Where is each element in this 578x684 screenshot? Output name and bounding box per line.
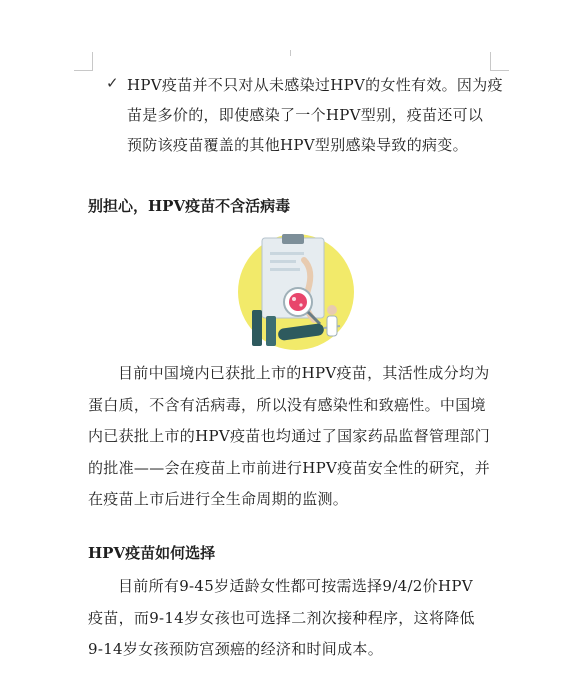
paragraph-line: 疫苗，而9-14岁女孩也可选择二剂次接种程序，这将降低 xyxy=(88,608,475,627)
paragraph-line: 的批准——会在疫苗上市前进行HPV疫苗安全性的研究，并 xyxy=(88,458,491,477)
paragraph xyxy=(88,358,498,516)
paragraph-line: 9-14岁女孩预防宫颈癌的经济和时间成本。 xyxy=(88,640,384,658)
paragraph-line: 目前所有9-45岁适龄女性都可按需选择9/4/2价HPV xyxy=(118,577,473,595)
bullet-line: 苗是多价的，即使感染了一个HPV型别，疫苗还可以 xyxy=(127,106,484,124)
paragraph-line: 蛋白质，不含有活病毒，所以没有感染性和致癌性。中国境 xyxy=(88,395,486,414)
paragraph-line: 目前中国境内已获批上市的HPV疫苗，其活性成分均为 xyxy=(118,364,490,382)
section-heading: 别担心，HPV疫苗不含活病毒 xyxy=(88,197,291,215)
bullet-paragraph xyxy=(127,70,503,160)
vaccine-illustration xyxy=(232,230,360,358)
section-heading: HPV疫苗如何选择 xyxy=(88,544,216,562)
paragraph-line: 内已获批上市的HPV疫苗也均通过了国家药品监督管理部门 xyxy=(88,427,491,445)
crop-mark-top-left xyxy=(74,52,93,71)
bullet-line: 预防该疫苗覆盖的其他HPV型别感染导致的病变。 xyxy=(127,136,468,154)
bullet-line: HPV疫苗并不只对从未感染过HPV的女性有效。因为疫 xyxy=(127,76,503,94)
virus-icon xyxy=(289,293,307,311)
crop-mark-center xyxy=(290,50,291,56)
paragraph-line: 在疫苗上市后进行全生命周期的监测。 xyxy=(88,490,349,508)
checkmark-icon: ✓ xyxy=(106,74,119,92)
clipboard-clip xyxy=(282,234,304,244)
vial xyxy=(252,310,262,346)
paragraph xyxy=(88,571,498,666)
vial xyxy=(266,316,276,346)
crop-mark-top-right xyxy=(490,52,509,71)
